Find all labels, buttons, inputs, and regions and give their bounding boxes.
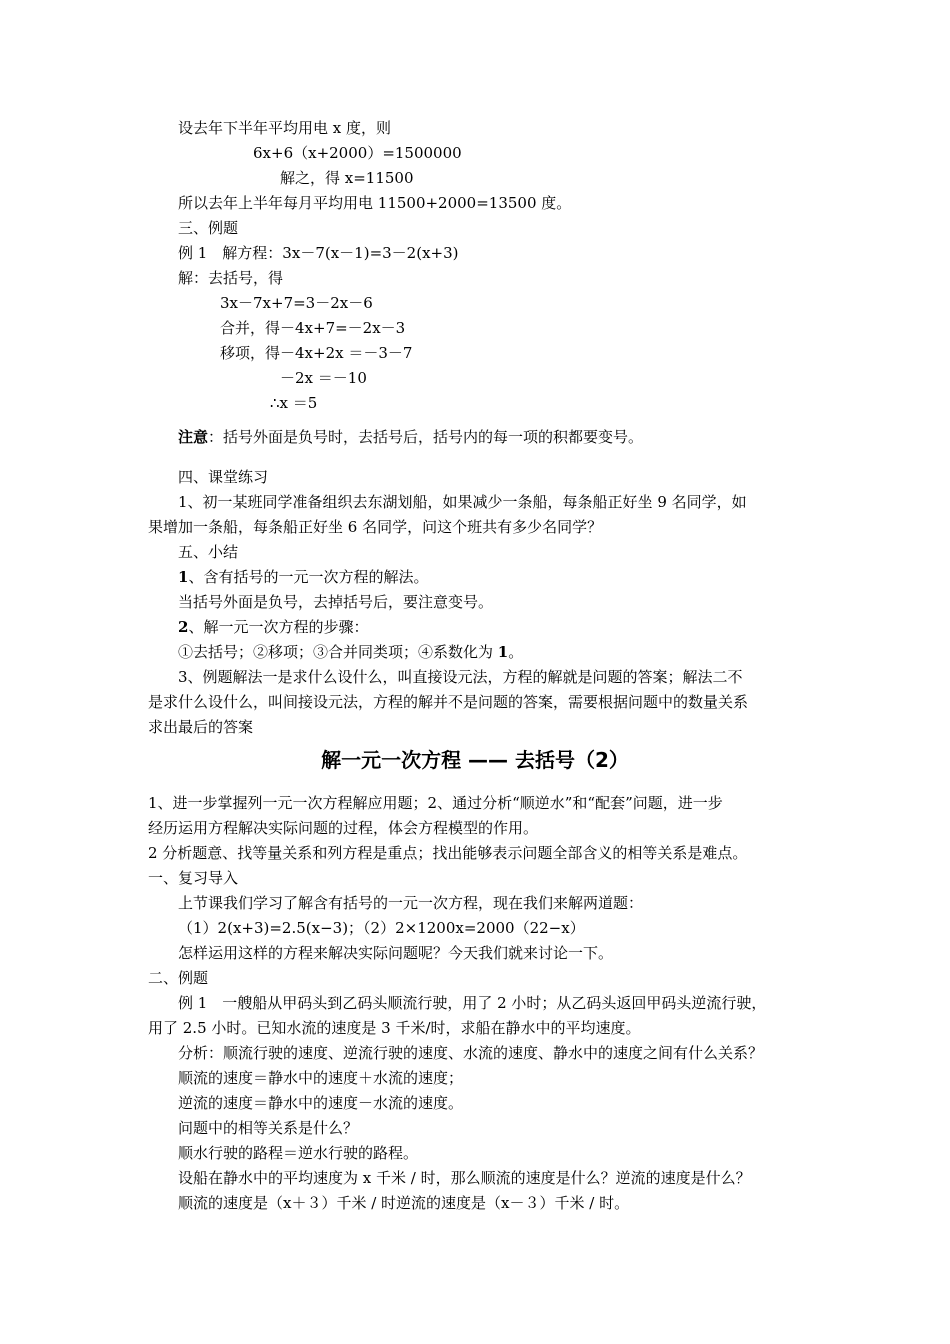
summary-text: 、含有括号的一元一次方程的解法。 [188,568,429,586]
summary-line [178,617,368,637]
text-line: 所以去年上半年每月平均用电 11500+2000=13500 度。 [178,194,572,212]
section-heading: 五、小结 [178,543,239,561]
steps-end: 。 [508,643,524,661]
text-line: 顺水行驶的路程＝逆水行驶的路程。 [178,1144,419,1162]
text-line: 经历运用方程解决实际问题的过程，体会方程模型的作用。 [148,819,539,837]
section-heading: 一、复习导入 [148,869,239,887]
equation-line: 合并，得－4x+7=－2x－3 [220,319,406,337]
summary-number: 2 [178,618,189,636]
text-line: 用了 2.5 小时。已知水流的速度是 3 千米/时，求船在静水中的平均速度。 [148,1019,641,1037]
summary-number: 1 [178,568,189,586]
note-text: ：括号外面是负号时，去括号后，括号内的每一项的积都要变号。 [208,428,644,446]
example-line: 例 1 解方程：3x－7(x－1)=3－2(x+3) [178,244,459,262]
text-line: 设去年下半年平均用电 x 度，则 [178,119,391,137]
text-line: 3、例题解法一是求什么设什么，叫直接设元法，方程的解就是问题的答案；解法二不 [178,668,743,686]
text-line: 怎样运用这样的方程来解决实际问题呢？今天我们就来讨论一下。 [178,944,614,962]
summary-text: 、解一元一次方程的步骤： [188,618,369,636]
text-line: 上节课我们学习了解含有括号的一元一次方程，现在我们来解两道题： [178,894,644,912]
text-line: 解：去括号，得 [178,269,284,287]
text-line: 逆流的速度＝静水中的速度－水流的速度。 [178,1094,464,1112]
note-label: 注意 [178,428,209,446]
text-line: 1、初一某班同学准备组织去东湖划船，如果减少一条船，每条船正好坐 9 名同学，如 [178,493,747,511]
example-line: 例 1 一艘船从甲码头到乙码头顺流行驶，用了 2 小时；从乙码头返回甲码头逆流行驶， [178,994,767,1012]
section-heading: 四、课堂练习 [178,468,269,486]
equation-line: 6x+6（x+2000）=1500000 [253,144,462,162]
steps-line [178,642,523,662]
steps-text: ①去括号；②移项；③合并同类项；④系数化为 [178,643,498,661]
text-line: 1、进一步掌握列一元一次方程解应用题；2、通过分析“顺逆水”和“配套”问题，进一步 [148,794,723,812]
equation-line: ∴x ＝5 [270,394,318,412]
text-line: 果增加一条船，每条船正好坐 6 名同学，问这个班共有多少名同学？ [148,518,603,536]
steps-number: 1 [497,643,509,661]
equation-line: －2x ＝－10 [280,369,367,387]
section-heading: 三、例题 [178,219,239,237]
text-line: 当括号外面是负号，去掉括号后，要注意变号。 [178,593,494,611]
equation-line: （1）2(x+3)=2.5(x−3)；（2）2×1200x=2000（22−x） [178,919,585,937]
text-line: 分析：顺流行驶的速度、逆流行驶的速度、水流的速度、静水中的速度之间有什么关系？ [178,1044,764,1062]
text-line: 问题中的相等关系是什么？ [178,1119,359,1137]
text-line: 顺流的速度＝静水中的速度＋水流的速度； [178,1069,464,1087]
equation-line: 移项，得－4x+2x ＝－3－7 [220,344,413,362]
section-heading: 二、例题 [148,969,209,987]
text-line: 求出最后的答案 [148,718,254,736]
summary-line [178,567,428,587]
text-line: 顺流的速度是（x＋３）千米 / 时逆流的速度是（x－３）千米 / 时。 [178,1194,630,1212]
text-line: 解之，得 x=11500 [280,169,414,187]
text-line: 设船在静水中的平均速度为 x 千米 / 时，那么顺流的速度是什么？逆流的速度是什么？ [178,1169,751,1187]
text-line: 2 分析题意、找等量关系和列方程是重点；找出能够表示问题全部含义的相等关系是难点。 [148,844,748,862]
equation-line: 3x－7x+7=3－2x－6 [220,294,373,312]
text-line: 是求什么设什么，叫间接设元法，方程的解并不是问题的答案，需要根据问题中的数量关系 [148,693,749,711]
lesson-title: 解一元一次方程 —— 去括号（2） [321,748,629,772]
note-line [178,427,643,447]
